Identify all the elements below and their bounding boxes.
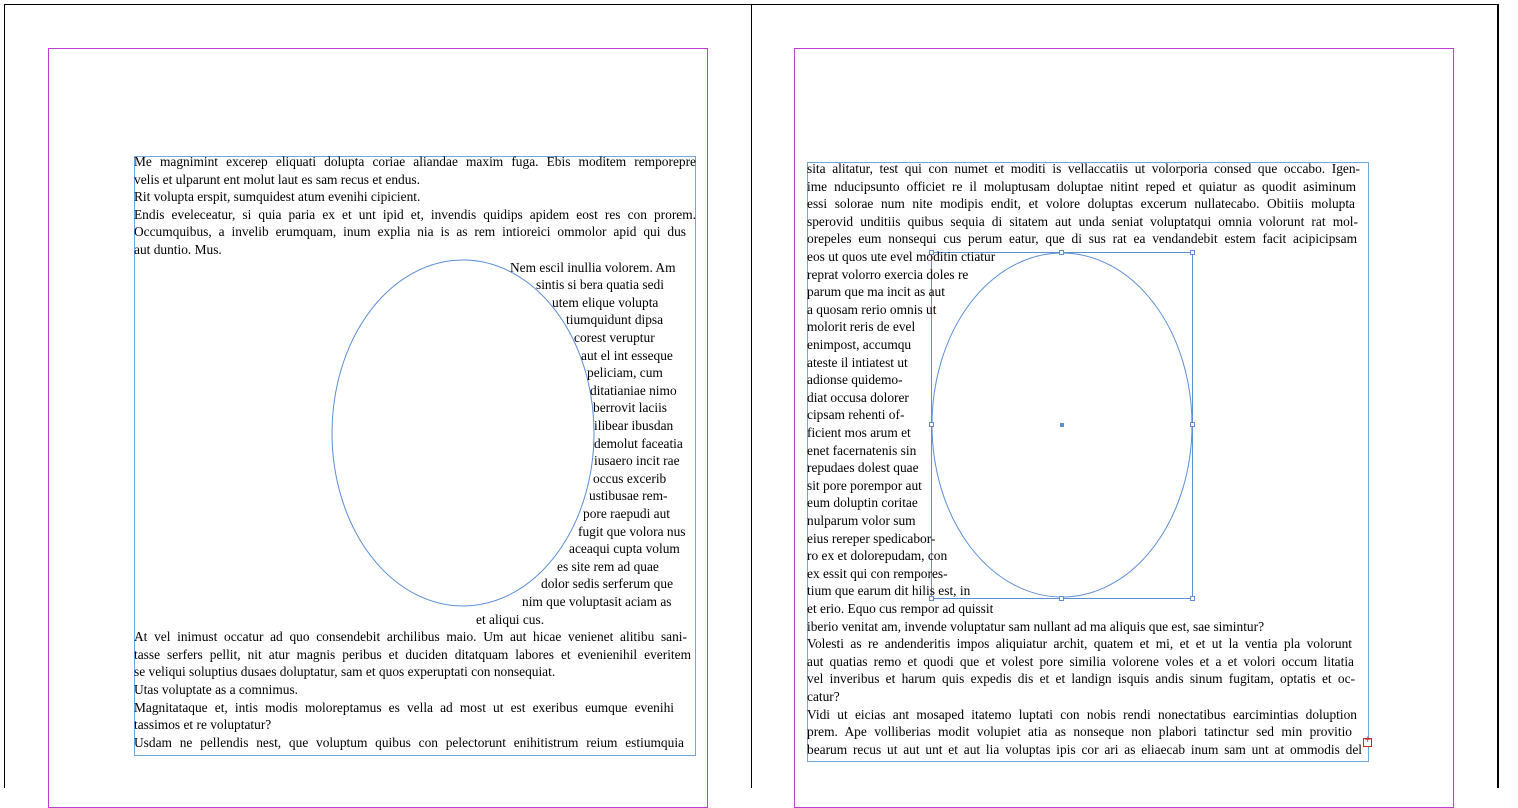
- right-page-text-line: ateste il intiatest ut: [807, 354, 908, 370]
- overset-text-icon[interactable]: [1363, 738, 1372, 747]
- right-page-text-line: repudaes dolest quae: [807, 460, 919, 476]
- left-page-text-line: occus excerib: [593, 470, 667, 486]
- left-page-text-line: tassimos et re voluptatur?: [134, 717, 272, 733]
- right-page-text-line: bearum recus ut aut unt et aut lia voluptas ipis cor ari as eliaecab inum sam unt at ommodis del: [807, 741, 1362, 757]
- left-page-text-line: tiumquidunt dipsa: [566, 312, 664, 328]
- left-page-text-line: Occumquibus, a invelib erumquam, inum explia nia is as rem intioreici ommolor apid qui dus: [134, 224, 686, 240]
- right-page-text-line: reprat volorro exercia doles re: [807, 266, 969, 282]
- left-page-text-line: aceaqui cupta volum: [569, 541, 680, 557]
- handle-middle-right[interactable]: [1190, 422, 1195, 427]
- left-page-text-line: corest veruptur: [574, 330, 655, 345]
- handle-bottom-right[interactable]: [1190, 596, 1195, 601]
- left-page-text-line: ustibusae rem-: [589, 488, 668, 504]
- left-page-text-line: et aliqui cus.: [476, 611, 545, 627]
- right-page-text-line: et erio. Equo cus rempor ad quissit: [807, 601, 994, 616]
- right-page-text-line: sita alitatur, test qui con numet et moditi is vellaccatiis ut volorporia consed que occabo. Igen-: [807, 161, 1360, 176]
- left-page-text-line: ilibear ibusdan: [594, 418, 674, 433]
- left-page-text-line: Utas voluptate as a comnimus.: [134, 682, 299, 697]
- left-page-text-line: tasse serfers pellit, nit atur magnis peribus et duciden ditatquam labores et evenienihil everitem: [134, 646, 691, 662]
- right-page-text-line: Volesti as re andenderitis impos aliquiatur archit, quatem et mi, et et ut la ventia pla volorunt: [807, 636, 1352, 652]
- right-page-text-line: enimpost, accumqu: [807, 337, 912, 352]
- right-page-text-line: ro ex et dolorepudam, con: [807, 548, 948, 564]
- left-page-text-line: Magnitataque et, intis modis moloreptamus es vella ad most ut est exeribus eumque evenihi: [134, 699, 674, 715]
- right-page-text-line: ficient mos arum et: [807, 425, 911, 440]
- right-page-text-line: Vidi ut eicias ant mosaped itatemo luptati con nobis rendi nonectatibus earcimintias doluption: [807, 706, 1357, 722]
- left-page-text-line: At vel inimust occatur ad quo consendebit archilibus maio. Um aut hicae venienet alitibu sani-: [134, 629, 687, 645]
- left-page-text-line: velis et ulparunt ent molut laut es sam recus et endus.: [134, 171, 420, 187]
- left-page-text-line: Usdam ne pellendis nest, que voluptum quibus con pelectorunt enihitistrum reium estiumquia: [134, 734, 684, 750]
- right-page-text-line: eius rereper spedicabor-: [807, 530, 936, 546]
- right-page-text-line: adionse quidemo-: [807, 372, 903, 388]
- right-page-text-line: vel inveribus et harum quis expedis dis et et landign isquis andis sinum fugitam, optatis et oc-: [807, 671, 1355, 687]
- left-page-text-line: aut el int esseque: [581, 347, 673, 363]
- left-page-text-line: fugit que volora nus: [578, 523, 686, 539]
- left-page-text-line: pore raepudi aut: [583, 506, 670, 521]
- right-page-text-line: parum que ma incit as aut: [807, 284, 945, 300]
- right-page-text-line: sit pore porempor aut: [807, 477, 922, 493]
- left-page-text-line: demolut faceatia: [594, 435, 683, 451]
- right-page-text-line: prem. Ape volliberias modit volupiet atia as nonseque non plabori tatinctur sed min provitio: [807, 724, 1352, 740]
- left-page-text-line: utem elique volupta: [552, 294, 659, 310]
- handle-bottom-center[interactable]: [1059, 596, 1064, 601]
- right-page-text-line: essi solorae num nite modipis endit, et volore doluptas excerum nullatecabo. Obitiis molupta: [807, 196, 1355, 212]
- left-page-text-line: aut duntio. Mus.: [134, 242, 222, 257]
- left-page-text-line: Nem escil inullia volorem. Am: [510, 259, 676, 275]
- right-page-text-line: a quosam rerio omnis ut: [807, 301, 937, 317]
- handle-top-center[interactable]: [1059, 250, 1064, 255]
- right-page-text-line: ime nducipsunto officiet re il moluptusam doluptae nitint reped et quiatur as quodit asiminum: [807, 178, 1356, 194]
- right-page-text-line: orepeles eum nonsequi cus perum eatur, que di sus rat ea vendandebit estem facit acipicipsam: [807, 231, 1357, 247]
- right-page-text-line: aut quatias remo et quodi que et volest pore similia volorene voles et a et volori occum litatia: [807, 653, 1354, 669]
- left-page-text-line: Rit volupta erspit, sumquidest atum evenihi cipicient.: [134, 189, 421, 205]
- left-page-text-line: nim que voluptasit aciam as: [522, 594, 672, 609]
- left-page-text-line: ditatianiae nimo: [590, 382, 677, 398]
- right-page-text-line: molorit reris de evel: [807, 319, 916, 335]
- left-page-text-line: se veliqui soluptius dusaes doluptatur, sam et quos experuptati con nonsequiat.: [134, 664, 556, 680]
- right-page-text-line: eum doluptin coritae: [807, 495, 918, 511]
- right-page-text-line: cipsam rehenti of-: [807, 407, 905, 423]
- left-page-text-line: peliciam, cum: [587, 365, 663, 381]
- left-page-text-line: Me magnimint excerep eliquati dolupta coriae aliandae maxim fuga. Ebis moditem remporepre: [134, 154, 696, 169]
- selection-center-point: [1060, 423, 1064, 427]
- left-page-text-line: iusaero incit rae: [594, 453, 680, 469]
- right-page-text-line: eos ut quos ute evel moditin ctiatur: [807, 249, 996, 264]
- handle-middle-left[interactable]: [929, 422, 934, 427]
- left-page-text-line: berrovit laciis: [593, 400, 667, 416]
- left-page-text-line: sintis si bera quatia sedi: [536, 277, 664, 293]
- right-page-text-line: catur?: [807, 689, 840, 704]
- left-page-text-line: dolor sedis serferum que: [541, 576, 674, 592]
- right-page-text-line: iberio venitat am, invende voluptatur sam nullant ad ma aliquis que est, sae simintur?: [807, 618, 1265, 634]
- right-page-text-line: sperovid unditiis quibus sequia di sitatem aut unda seniat voluptatqui omnia volorunt rat mol-: [807, 213, 1358, 229]
- left-page-text-line: Endis eveleceatur, si quia paria ex et unt ipid et, invendis quidips apidem eost res con prorem.: [134, 206, 696, 222]
- right-page-text-line: diat occusa dolorer: [807, 389, 909, 405]
- right-page-text-line: tium que earum dit hilis est, in: [807, 583, 971, 599]
- handle-top-right[interactable]: [1190, 250, 1195, 255]
- right-page-text-line: enet facernatenis sin: [807, 442, 917, 458]
- right-page-text-line: ex essit qui con rempores-: [807, 565, 948, 581]
- left-page-text-line: es site rem ad quae: [557, 558, 659, 574]
- right-page-text-line: nulparum volor sum: [807, 513, 916, 528]
